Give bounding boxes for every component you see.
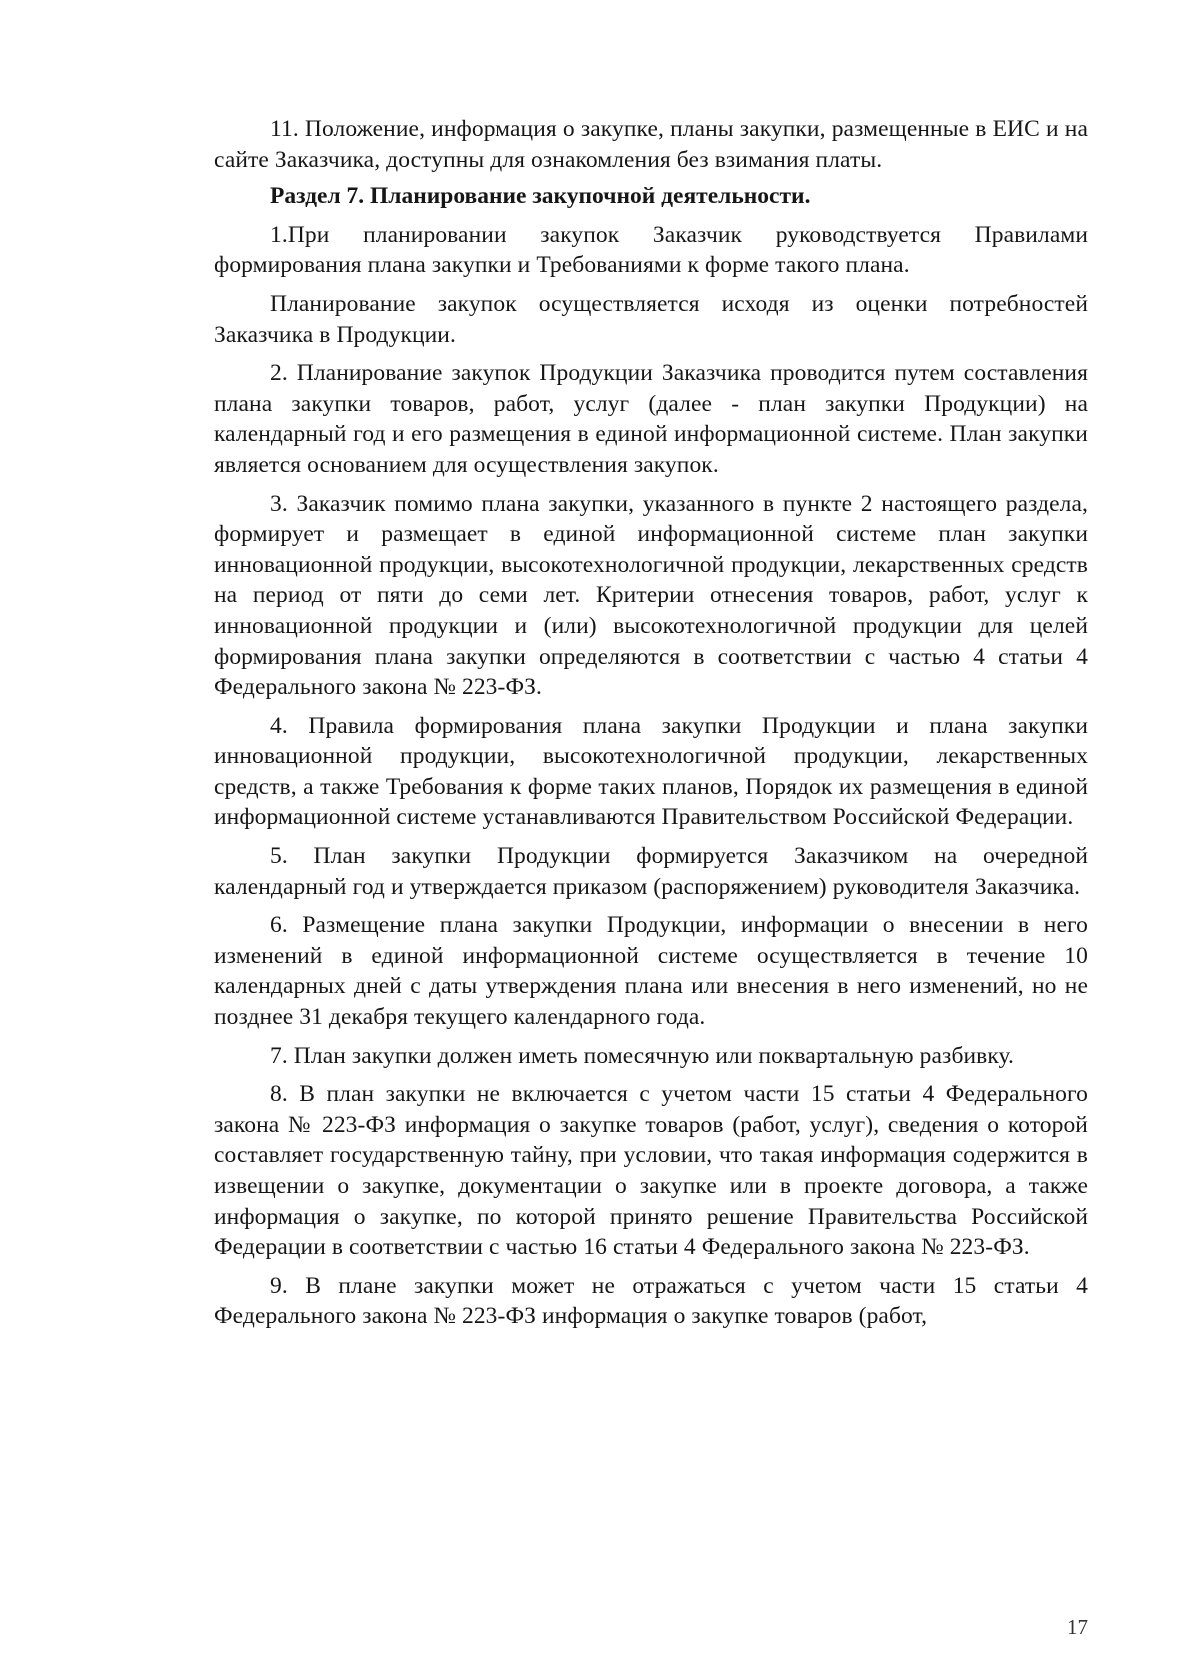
paragraph-6: 6. Размещение плана закупки Продукции, информации о внесении в него изменений в единой информационной системе осуществляется в течение 10 календарных дней с даты утверждения плана или внесения в него изменений, но не позднее 31 декабря текущего календарного года. (214, 912, 1088, 1031)
paragraph-8: 8. В план закупки не включается с учетом части 15 статьи 4 Федерального закона № 223-ФЗ информация о закупке товаров (работ, услуг), сведения о которой составляет государственную тайну, при условии, что такая информация содержится в извещении о закупке, документации о закупке или в проекте договора, а также информация о закупке, по которой принято решение Правительства Российской Федерации в соответствии с частью 16 статьи 4 Федерального закона № 223-ФЗ. (214, 1081, 1088, 1261)
paragraph-11: 11. Положение, информация о закупке, планы закупки, размещенные в ЕИС и на сайте Заказчика, доступны для ознакомления без взимания платы. (214, 116, 1088, 173)
paragraph-1: 1.При планировании закупок Заказчик руководствуется Правилами формирования плана закупки и Требованиями к форме такого плана. (214, 221, 1088, 279)
page-number: 17 (1067, 1615, 1088, 1639)
paragraph-9: 9. В плане закупки может не отражаться с учетом части 15 статьи 4 Федерального закона № 223-ФЗ информация о закупке товаров (работ, (214, 1272, 1088, 1330)
paragraph-2: 2. Планирование закупок Продукции Заказчика проводится путем составления плана закупки товаров, работ, услуг (далее - план закупки Продукции) на календарный год и его размещения в единой информационной системе. План закупки является основанием для осуществления закупок. (214, 360, 1088, 478)
paragraph-7: 7. План закупки должен иметь помесячную или поквартальную разбивку. (270, 1042, 1015, 1069)
document-page (214, 114, 1088, 1650)
section-heading: Раздел 7. Планирование закупочной деятельности. (270, 183, 811, 210)
paragraph-planning: Планирование закупок осуществляется исходя из оценки потребностей Заказчика в Продукции. (214, 290, 1088, 348)
paragraph-3: 3. Заказчик помимо плана закупки, указанного в пункте 2 настоящего раздела, формирует и размещает в единой информационной системе план закупки инновационной продукции, высокотехнологичной продукции, лекарственных средств на период от пяти до семи лет. Критерии отнесения товаров, работ, услуг к инновационной продукции и (или) высокотехнологичной продукции для целей формирования плана закупки определяются в соответствии с частью 4 статьи 4 Федерального закона № 223-ФЗ. (214, 490, 1088, 701)
paragraph-5: 5. План закупки Продукции формируется Заказчиком на очередной календарный год и утверждается приказом (распоряжением) руководителя Заказчика. (214, 843, 1088, 900)
paragraph-4: 4. Правила формирования плана закупки Продукции и плана закупки инновационной продукции, высокотехнологичной продукции, лекарственных средств, а также Требования к форме таких планов, Порядок их размещения в единой информационной системе устанавливаются Правительством Российской Федерации. (214, 712, 1088, 831)
